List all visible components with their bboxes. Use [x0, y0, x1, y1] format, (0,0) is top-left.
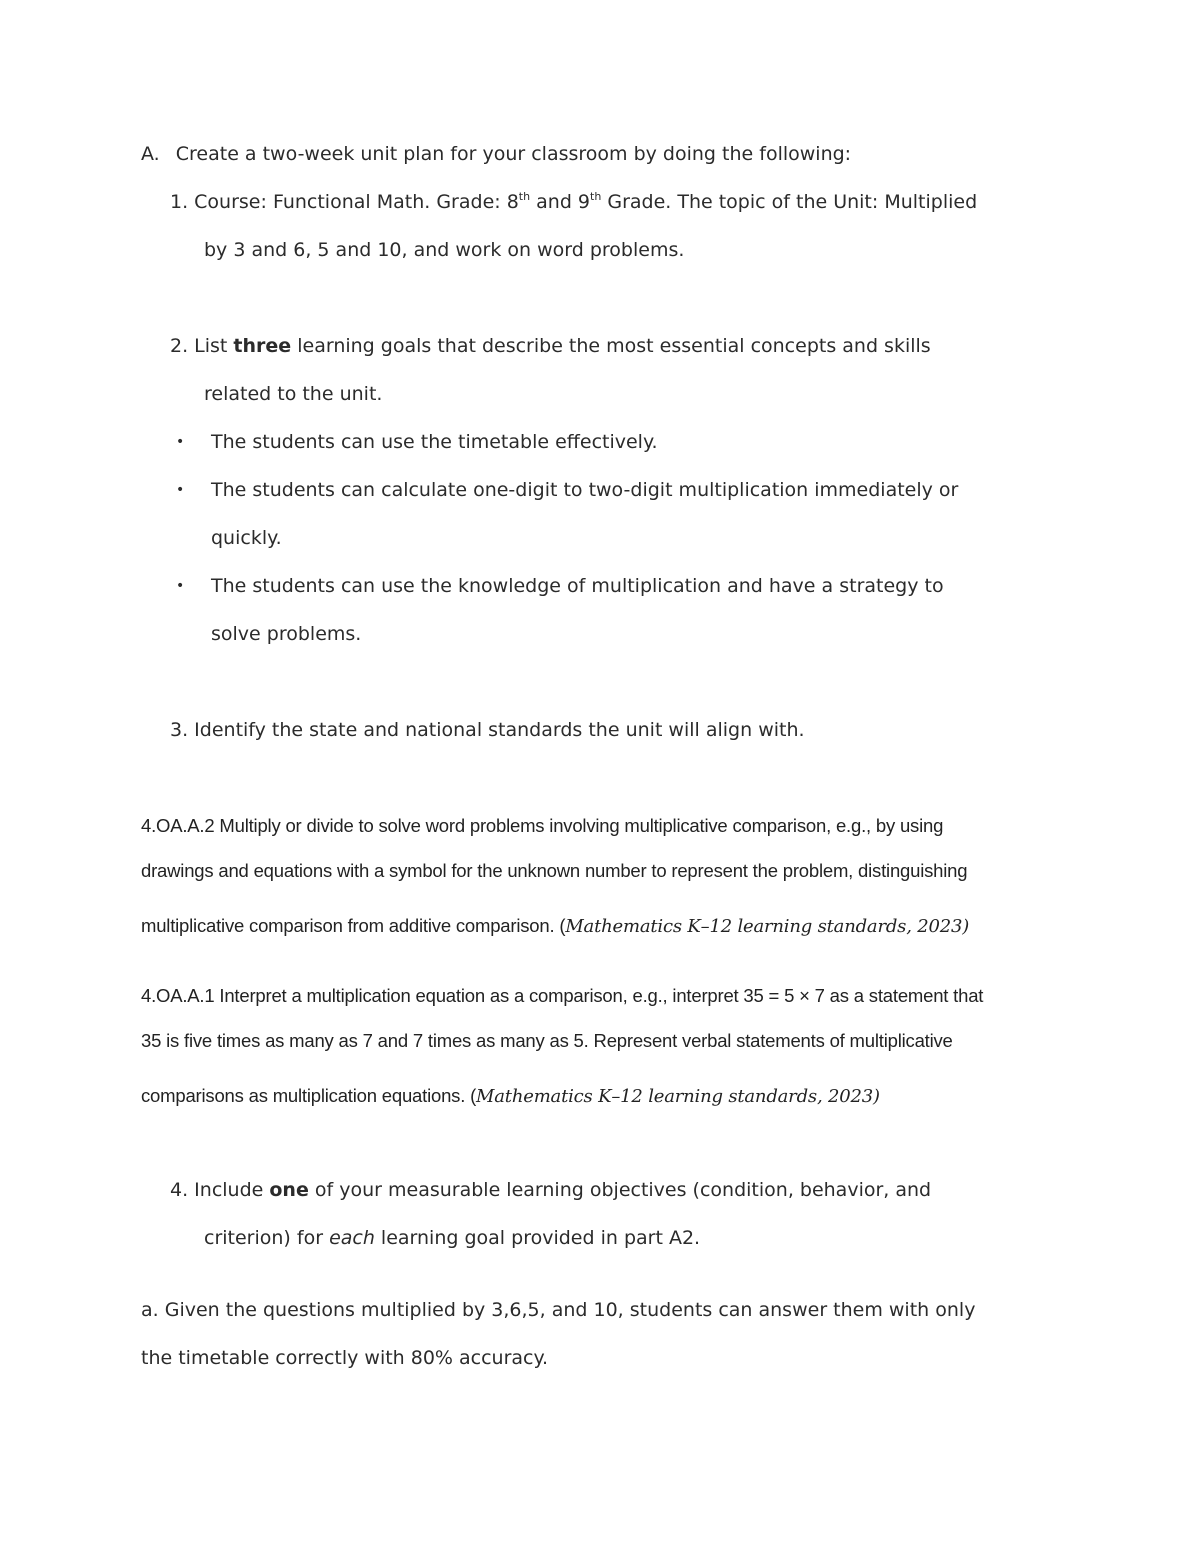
bullet-icon: • [176, 578, 185, 594]
objective-a-line-1: a. Given the questions multiplied by 3,6,5, and 10, students can answer them with only [141, 1299, 976, 1321]
bullet-icon: • [176, 482, 185, 498]
goal-2-line-2: quickly. [211, 527, 282, 549]
item-1-line-2: by 3 and 6, 5 and 10, and work on word problems. [204, 239, 685, 261]
item-4-line-2-italic: each [329, 1227, 375, 1249]
goal-2-line-1: The students can calculate one-digit to two-digit multiplication immediately or [211, 479, 959, 501]
item-4-prefix: 4. Include [170, 1179, 270, 1201]
standard-2-line-1: 4.OA.A.1 Interpret a multiplication equation as a comparison, e.g., interpret 35 = 5 × 7 as a statement that [141, 985, 984, 1006]
item-4-suffix: of your measurable learning objectives (condition, behavior, and [308, 1179, 932, 1201]
section-a-label: A. [141, 143, 160, 165]
standard-1-citation-end: , 2023) [906, 916, 970, 937]
item-4-line-2-prefix: criterion) for [204, 1227, 330, 1249]
item-3: 3. Identify the state and national standards the unit will align with. [170, 719, 805, 741]
item-1-line-1 [170, 189, 977, 215]
item-1-text-b: and 9 [530, 191, 591, 213]
item-2-bold: three [233, 335, 292, 357]
standard-1-line-2: drawings and equations with a symbol for the unknown number to represent the problem, distinguishing [141, 860, 968, 881]
standard-2-citation-end: , 2023) [816, 1086, 880, 1107]
item-4-line-1 [170, 1177, 931, 1203]
goal-3-line-1: The students can use the knowledge of multiplication and have a strategy to [211, 575, 944, 597]
bullet-icon: • [176, 434, 185, 450]
item-1-sup-a: th [518, 189, 531, 203]
item-2-line-2: related to the unit. [204, 383, 383, 405]
standard-2-citation: Mathematics K–12 learning standards [476, 1086, 817, 1107]
objective-a-line-2: the timetable correctly with 80% accuracy. [141, 1347, 549, 1369]
section-a-heading [141, 141, 851, 167]
standard-1-text: multiplicative comparison from additive comparison. ( [141, 915, 566, 936]
standard-1-line-1: 4.OA.A.2 Multiply or divide to solve word problems involving multiplicative comparison, e.g., by using [141, 815, 944, 836]
standard-2-text: comparisons as multiplication equations. ( [141, 1085, 477, 1106]
item-4-bold: one [269, 1179, 309, 1201]
standard-2-line-2: 35 is five times as many as 7 and 7 times as many as 5. Represent verbal statements of multiplicative [141, 1030, 953, 1051]
item-2-line-1 [170, 333, 931, 359]
item-4-line-2 [204, 1225, 700, 1251]
item-4-line-2-suffix: learning goal provided in part A2. [374, 1227, 701, 1249]
item-2-prefix: 2. List [170, 335, 234, 357]
item-1-text-c: Grade. The topic of the Unit: Multiplied [601, 191, 978, 213]
standard-1-line-3 [141, 913, 969, 940]
item-1-sup-b: th [590, 189, 602, 203]
item-1-text-a: 1. Course: Functional Math. Grade: 8 [170, 191, 519, 213]
goal-3-line-2: solve problems. [211, 623, 362, 645]
standard-1-citation: Mathematics K–12 learning standards [565, 916, 907, 937]
standard-2-line-3 [141, 1083, 880, 1110]
section-a-text: Create a two-week unit plan for your classroom by doing the following: [175, 143, 852, 165]
item-2-suffix: learning goals that describe the most essential concepts and skills [291, 335, 931, 357]
goal-1-line-1: The students can use the timetable effectively. [211, 431, 658, 453]
